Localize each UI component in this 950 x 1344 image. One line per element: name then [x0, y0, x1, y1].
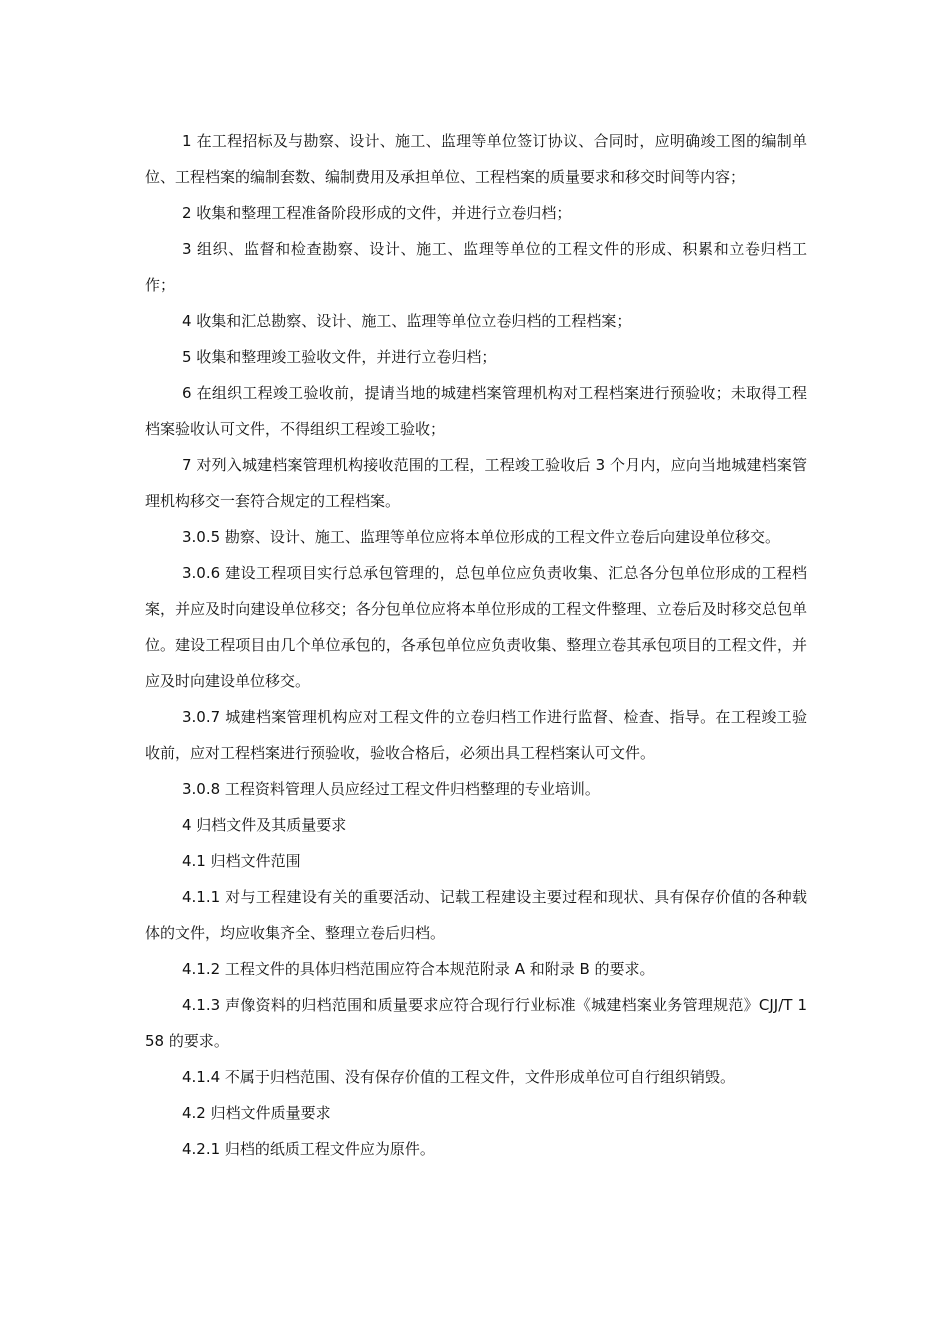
section-heading-4-2: 4.2 归档文件质量要求 [182, 1104, 331, 1122]
clause-4-1-2: 4.1.2 工程文件的具体归档范围应符合本规范附录 A 和附录 B 的要求。 [182, 960, 655, 978]
clause-3-0-5: 3.0.5 勘察、设计、施工、监理等单位应将本单位形成的工程文件立卷后向建设单位移交。 [182, 528, 780, 546]
clause-4-1-4: 4.1.4 不属于归档范围、没有保存价值的工程文件，文件形成单位可自行组织销毁。 [182, 1068, 735, 1086]
paragraph-item-4: 4 收集和汇总勘察、设计、施工、监理等单位立卷归档的工程档案； [182, 312, 632, 330]
clause-3-0-8: 3.0.8 工程资料管理人员应经过工程文件归档整理的专业培训。 [182, 780, 600, 798]
paragraph-item-2: 2 收集和整理工程准备阶段形成的文件，并进行立卷归档； [182, 204, 572, 222]
clause-4-2-1: 4.2.1 归档的纸质工程文件应为原件。 [182, 1140, 435, 1158]
paragraph-item-6: 6 在组织工程竣工验收前，提请当地的城建档案管理机构对工程档案进行预验收；未取得工程档案验收认可文件，不得组织工程竣工验收； [145, 384, 807, 438]
clause-4-1-1: 4.1.1 对与工程建设有关的重要活动、记载工程建设主要过程和现状、具有保存价值的各种载体的文件，均应收集齐全、整理立卷后归档。 [145, 888, 807, 942]
section-heading-4-1: 4.1 归档文件范围 [182, 852, 301, 870]
section-heading-4: 4 归档文件及其质量要求 [182, 816, 347, 834]
clause-3-0-7: 3.0.7 城建档案管理机构应对工程文件的立卷归档工作进行监督、检查、指导。在工程竣工验收前，应对工程档案进行预验收，验收合格后，必须出具工程档案认可文件。 [145, 708, 807, 762]
paragraph-item-1: 1 在工程招标及与勘察、设计、施工、监理等单位签订协议、合同时，应明确竣工图的编制单位、工程档案的编制套数、编制费用及承担单位、工程档案的质量要求和移交时间等内容； [145, 132, 807, 186]
clause-3-0-6: 3.0.6 建设工程项目实行总承包管理的，总包单位应负责收集、汇总各分包单位形成的工程档案，并应及时向建设单位移交；各分包单位应将本单位形成的工程文件整理、立卷后及时移交总包单位。建设工程项目由几个单位承包的，各承包单位应负责收集、整理立卷其承包项目的工程文件，并应及时向建设单位移交。 [145, 564, 807, 690]
paragraph-item-5: 5 收集和整理竣工验收文件，并进行立卷归档； [182, 348, 497, 366]
document-page [145, 123, 807, 1167]
clause-4-1-3: 4.1.3 声像资料的归档范围和质量要求应符合现行行业标准《城建档案业务管理规范》CJJ/T 158 的要求。 [145, 996, 807, 1050]
paragraph-item-7: 7 对列入城建档案管理机构接收范围的工程，工程竣工验收后 3 个月内，应向当地城建档案管理机构移交一套符合规定的工程档案。 [145, 456, 807, 510]
paragraph-item-3: 3 组织、监督和检查勘察、设计、施工、监理等单位的工程文件的形成、积累和立卷归档工作； [145, 240, 807, 294]
